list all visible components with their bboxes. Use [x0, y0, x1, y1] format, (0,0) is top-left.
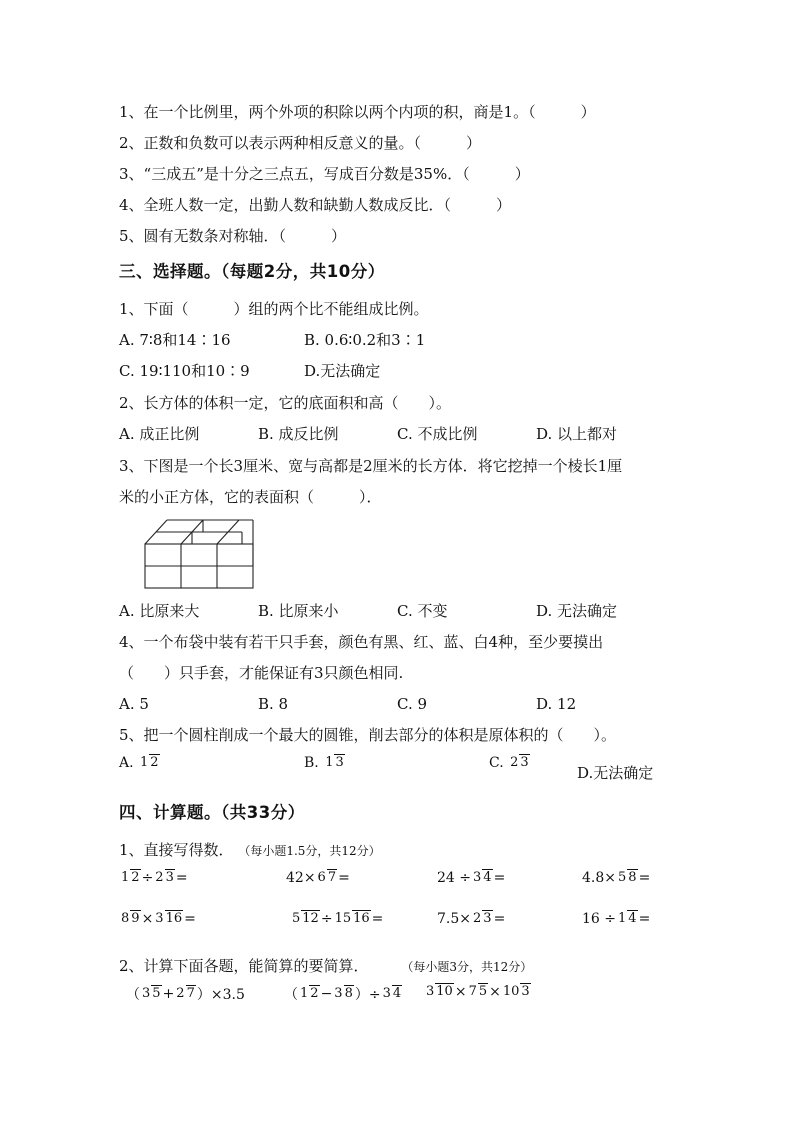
choice-q5-option-c: [489, 755, 531, 771]
calc-q1-text: 1、直接写得数．: [119, 841, 234, 859]
section-3-title: 三、选择题。（每题2分，共10分）: [119, 262, 385, 281]
section-4-title: 四、计算题。（共33分）: [119, 803, 305, 822]
calc-item-5: 8 9 × 3 16 =: [121, 911, 196, 927]
expression-1: （ 3 5 + 2 7 ）×3.5: [126, 986, 245, 1003]
choice-q2-stem: 2、长方体的体积一定，它的底面积和高（ ）。: [119, 394, 452, 412]
choice-q2-option-d: D. 以上都对: [536, 425, 618, 443]
fraction: 2 3: [510, 755, 529, 770]
choice-q1-stem: 1、下面（ ）组的两个比不能组成比例。: [119, 300, 429, 318]
choice-q5-option-d: D.无法确定: [577, 764, 654, 782]
choice-q4-option-c: C. 9: [397, 695, 428, 713]
calc-item-6: 5 12 ÷ 15 16 =: [292, 911, 384, 927]
judge-item-1: 1、在一个比例里，两个外项的积除以两个内项的积，商是1。（ ）: [119, 103, 596, 121]
choice-q4-option-d: D. 12: [536, 695, 577, 713]
choice-q4-stem-line1: 4、一个布袋中装有若干只手套，颜色有黑、红、蓝、白4种，至少要摸出: [119, 633, 604, 651]
choice-q4-option-a: A. 5: [119, 695, 149, 713]
choice-q4-stem-line2: （ ）只手套，才能保证有3只颜色相同.: [119, 664, 404, 682]
expression-3: 3 10 × 7 5 × 10 3: [426, 984, 530, 1000]
calc-q1-stem: [119, 840, 381, 861]
calc-q2-text: 2、计算下面各题，能简算的要简算．: [119, 957, 369, 975]
choice-q2-option-c: C. 不成比例: [397, 425, 478, 443]
choice-q2-option-a: A. 成正比例: [119, 425, 200, 443]
choice-q3-stem-line1: 3、下图是一个长3厘米、宽与高都是2厘米的长方体．将它挖掉一个棱长1厘: [119, 457, 623, 475]
calc-q2-stem: [119, 956, 532, 977]
judge-item-2: 2、正数和负数可以表示两种相反意义的量。（ ）: [119, 134, 482, 152]
calc-item-8: 16 ÷ 1 4 =: [582, 911, 651, 927]
calc-item-2: 42× 6 7 =: [286, 870, 350, 886]
choice-q4-option-b: B. 8: [258, 695, 289, 713]
calc-item-4: 4.8× 5 8 =: [582, 870, 651, 886]
cuboid-figure: [141, 514, 261, 592]
fraction: 1 2: [140, 755, 159, 770]
choice-q1-option-b: B. 0.6∶0.2和3∶1: [304, 331, 426, 349]
fraction: 1 3: [325, 755, 344, 770]
choice-q3-option-a: A. 比原来大: [119, 602, 200, 620]
choice-q3-option-d: D. 无法确定: [536, 602, 618, 620]
calc-q1-note: （每小题1.5分，共12分）: [238, 844, 381, 858]
choice-q5-option-a: [119, 755, 161, 771]
calc-q2-note: （每小题3分，共12分）: [401, 960, 533, 974]
calc-item-3: 24 ÷ 3 4 =: [437, 870, 506, 886]
judge-item-3: 3、“三成五”是十分之三点五，写成百分数是35%．（ ）: [119, 165, 530, 183]
choice-q1-option-d: D.无法确定: [304, 362, 381, 380]
choice-q3-option-c: C. 不变: [397, 602, 448, 620]
choice-q5-stem: 5、把一个圆柱削成一个最大的圆锥，削去部分的体积是原体积的（ ）。: [119, 726, 617, 744]
option-letter: C.: [489, 755, 504, 771]
option-letter: B.: [304, 755, 319, 771]
choice-q2-option-b: B. 成反比例: [258, 425, 339, 443]
choice-q5-option-b: [304, 755, 346, 771]
expression-2: （ 1 2 − 3 8 ）÷ 3 4: [284, 986, 402, 1003]
judge-item-5: 5、圆有无数条对称轴．（ ）: [119, 227, 347, 245]
choice-q1-option-a: A. 7∶8和14∶16: [119, 331, 231, 349]
choice-q3-option-b: B. 比原来小: [258, 602, 339, 620]
choice-q1-option-c: C. 19∶110和10∶9: [119, 362, 250, 380]
calc-item-7: 7.5× 2 3 =: [437, 911, 506, 927]
calc-item-1: 1 2 ÷ 2 3 =: [121, 870, 188, 886]
judge-item-4: 4、全班人数一定，出勤人数和缺勤人数成反比．（ ）: [119, 196, 512, 214]
option-letter: A.: [119, 755, 134, 771]
choice-q3-stem-line2: 米的小正方体，它的表面积（ ）．: [119, 488, 382, 506]
